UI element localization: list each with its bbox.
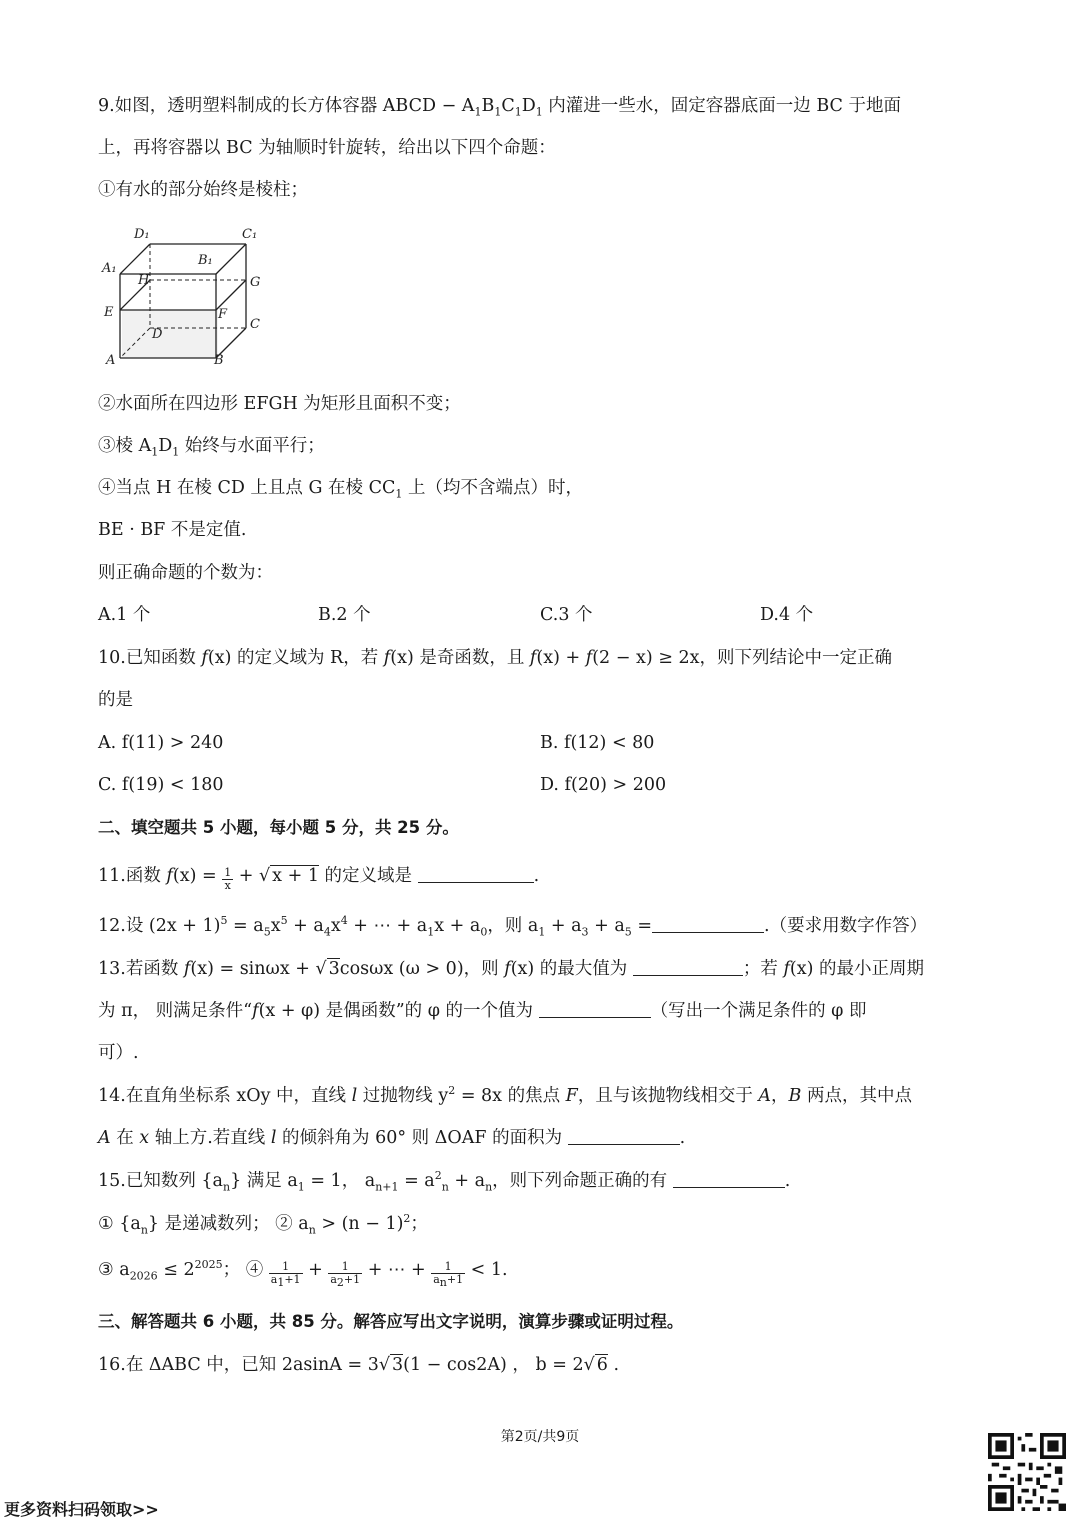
q10-stem-line1: 10.已知函数 f(x) 的定义域为 R，若 f(x) 是奇函数，且 f(x) + f(2 − x) ≥ 2x，则下列结论中一定正确 [98,648,892,668]
q14-stem-line2: A 在 x 轴上方.若直线 l 的倾斜角为 60° 则 ΔOAF 的面积为 . [98,1128,686,1148]
q10-option-a: A. f(11) > 240 [98,733,224,753]
q9-proposition-4: ④当点 H 在棱 CD 上且点 G 在棱 $CC_1$ 上（均不含端点）时， [98,478,583,501]
q10-stem-line2: 的是 [98,690,133,710]
label-D1: D₁ [134,227,150,242]
label-E: E [104,305,114,320]
q15-stem: 15.已知数列 $\{a_n\}$ 满足 $a_1 = 1$， $a_{n+1} = a^2_n + a_n$，则下列命题正确的有 . [98,1169,791,1194]
q9-proposition-2: ②水面所在四边形 EFGH 为矩形且面积不变； [98,394,461,414]
q16-stem: 16.在 ΔABC 中，已知 2asinA = 3√ 3(1 − cos2A) ， b = 2√ 6 . [98,1355,620,1375]
label-A: A [106,353,116,367]
q13-max-blank[interactable] [633,957,743,976]
q9-option-d: D.4 个 [760,605,814,625]
label-G: G [250,275,261,290]
q11-answer-blank[interactable] [418,864,534,883]
label-A1: A₁ [102,261,117,276]
q13-stem-line1: 13.若函数 f(x) = sinωx + √ 3cosωx (ω > 0)，则 f(x) 的最大值为 ；若 f(x) 的最小正周期 [98,959,925,979]
label-H: H [138,273,150,288]
cuboid-figure [100,222,270,367]
q9-option-b: B.2 个 [318,605,371,625]
q13-stem-line2: 为 π， 则满足条件“f(x + φ) 是偶函数”的 φ 的一个值为 （写出一个满足条件的 φ 即 [98,1001,867,1021]
q13-phi-blank[interactable] [539,999,651,1018]
q9-option-c: C.3 个 [540,605,593,625]
section-2-heading: 二、填空题共 5 小题，每小题 5 分，共 25 分。 [98,818,459,837]
q14-stem-line1: 14.在直角坐标系 xOy 中，直线 l 过抛物线 $y^2 = 8x$ 的焦点 F，且与该抛物线相交于 A，B 两点，其中点 [98,1084,912,1106]
q14-answer-blank[interactable] [568,1126,680,1145]
q10-option-c: C. f(19) < 180 [98,775,224,795]
section-3-heading: 三、解答题共 6 小题，共 85 分。解答应写出文字说明，演算步骤或证明过程。 [98,1312,684,1331]
q12-stem: 12.设 $(2x + 1)^5 = a_5x^5 + a_4x^4$ + ⋯ + $a_1x + a_0$，则 $a_1 + a_3 + a_5$ = .（要求用数字作答） [98,914,928,939]
q9-proposition-3: ③棱 $A_1D_1$ 始终与水面平行； [98,436,325,459]
q12-answer-blank[interactable] [652,914,764,933]
q15-propositions-3-4: ③ $a_{2026} \le 2^{2025}$； ④ $\frac{1}{a_1+1}$ + $\frac{1}{a_2+1}$ + ⋯ + $\frac{1}{a_n+1}$ < 1. [98,1258,508,1290]
q9-proposition-1: ①有水的部分始终是棱柱； [98,180,308,200]
q15-answer-blank[interactable] [673,1169,785,1188]
qr-code-icon[interactable] [988,1433,1066,1511]
label-B: B [214,353,224,367]
q9-option-a: A.1 个 [98,605,151,625]
q9-proposition-4-cont: BE · BF 不是定值. [98,520,247,540]
q10-option-d: D. f(20) > 200 [540,775,667,795]
q9-stem-line2: 上，再将容器以 BC 为轴顺时针旋转，给出以下四个命题： [98,138,556,158]
q10-option-b: B. f(12) < 80 [540,733,655,753]
label-D: D [152,327,163,342]
label-C1: C₁ [242,227,258,242]
q9-question: 则正确命题的个数为： [98,563,273,583]
q11-stem: 11.函数 f(x) = $\frac{1}{x}$ + √ x + 1 的定义域是 . [98,866,540,892]
q13-stem-line3: 可）. [98,1043,139,1063]
page-number: 第2页/共9页 [500,1429,580,1445]
q15-propositions-1-2: ① $\{a_n\}$ 是递减数列； ② $a_n > (n - 1)^2$； [98,1212,428,1237]
promo-text[interactable]: 更多资料扫码领取>> [4,1500,159,1519]
label-B1: B₁ [198,253,213,268]
label-F: F [218,307,228,322]
q9-stem-line1: 9.如图，透明塑料制成的长方体容器 ABCD − $A_1B_1C_1D_1$ 内灌进一些水，固定容器底面一边 BC 于地面 [98,96,901,119]
label-C: C [250,317,260,332]
